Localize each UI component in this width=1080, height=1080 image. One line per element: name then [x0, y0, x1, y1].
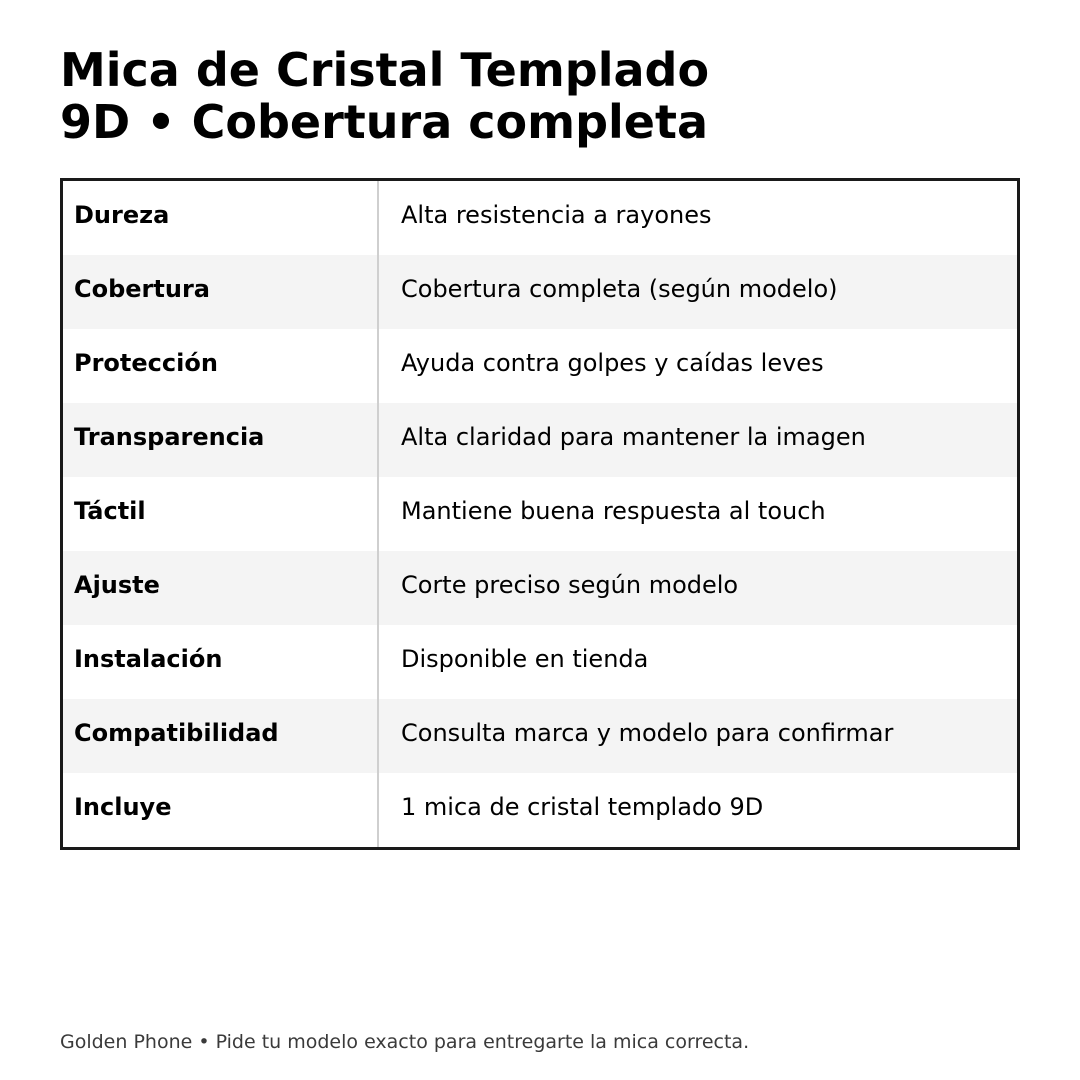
spec-label: Incluye	[63, 773, 379, 847]
spec-value: Corte preciso según modelo	[401, 571, 739, 599]
spec-label: Ajuste	[63, 551, 379, 625]
spec-row-transparencia	[63, 403, 1017, 477]
spec-row-proteccion	[63, 329, 1017, 403]
spec-value: 1 mica de cristal templado 9D	[401, 793, 764, 821]
spec-row-compatibilidad	[63, 699, 1017, 773]
spec-row-tactil	[63, 477, 1017, 551]
spec-label: Táctil	[63, 477, 379, 551]
spec-value: Alta claridad para mantener la imagen	[401, 423, 866, 451]
spec-value: Ayuda contra golpes y caídas leves	[401, 349, 824, 377]
spec-value: Mantiene buena respuesta al touch	[401, 497, 826, 525]
spec-label: Transparencia	[63, 403, 379, 477]
spec-label: Instalación	[63, 625, 379, 699]
title-line-2: 9D • Cobertura completa	[60, 95, 708, 149]
spec-row-instalacion	[63, 625, 1017, 699]
spec-label: Compatibilidad	[63, 699, 379, 773]
spec-row-ajuste	[63, 551, 1017, 625]
footer-note: Golden Phone • Pide tu modelo exacto para entregarte la mica correcta.	[60, 1031, 750, 1053]
spec-table	[60, 178, 1020, 850]
spec-label: Dureza	[63, 181, 379, 255]
spec-label: Protección	[63, 329, 379, 403]
page-title	[60, 44, 1020, 148]
spec-value: Alta resistencia a rayones	[401, 201, 712, 229]
spec-value: Consulta marca y modelo para confirmar	[401, 719, 894, 747]
spec-label: Cobertura	[63, 255, 379, 329]
title-line-1: Mica de Cristal Templado	[60, 43, 710, 97]
spec-value: Cobertura completa (según modelo)	[401, 275, 838, 303]
spec-row-incluye	[63, 773, 1017, 847]
spec-row-dureza	[63, 181, 1017, 255]
spec-row-cobertura	[63, 255, 1017, 329]
spec-value: Disponible en tienda	[401, 645, 649, 673]
